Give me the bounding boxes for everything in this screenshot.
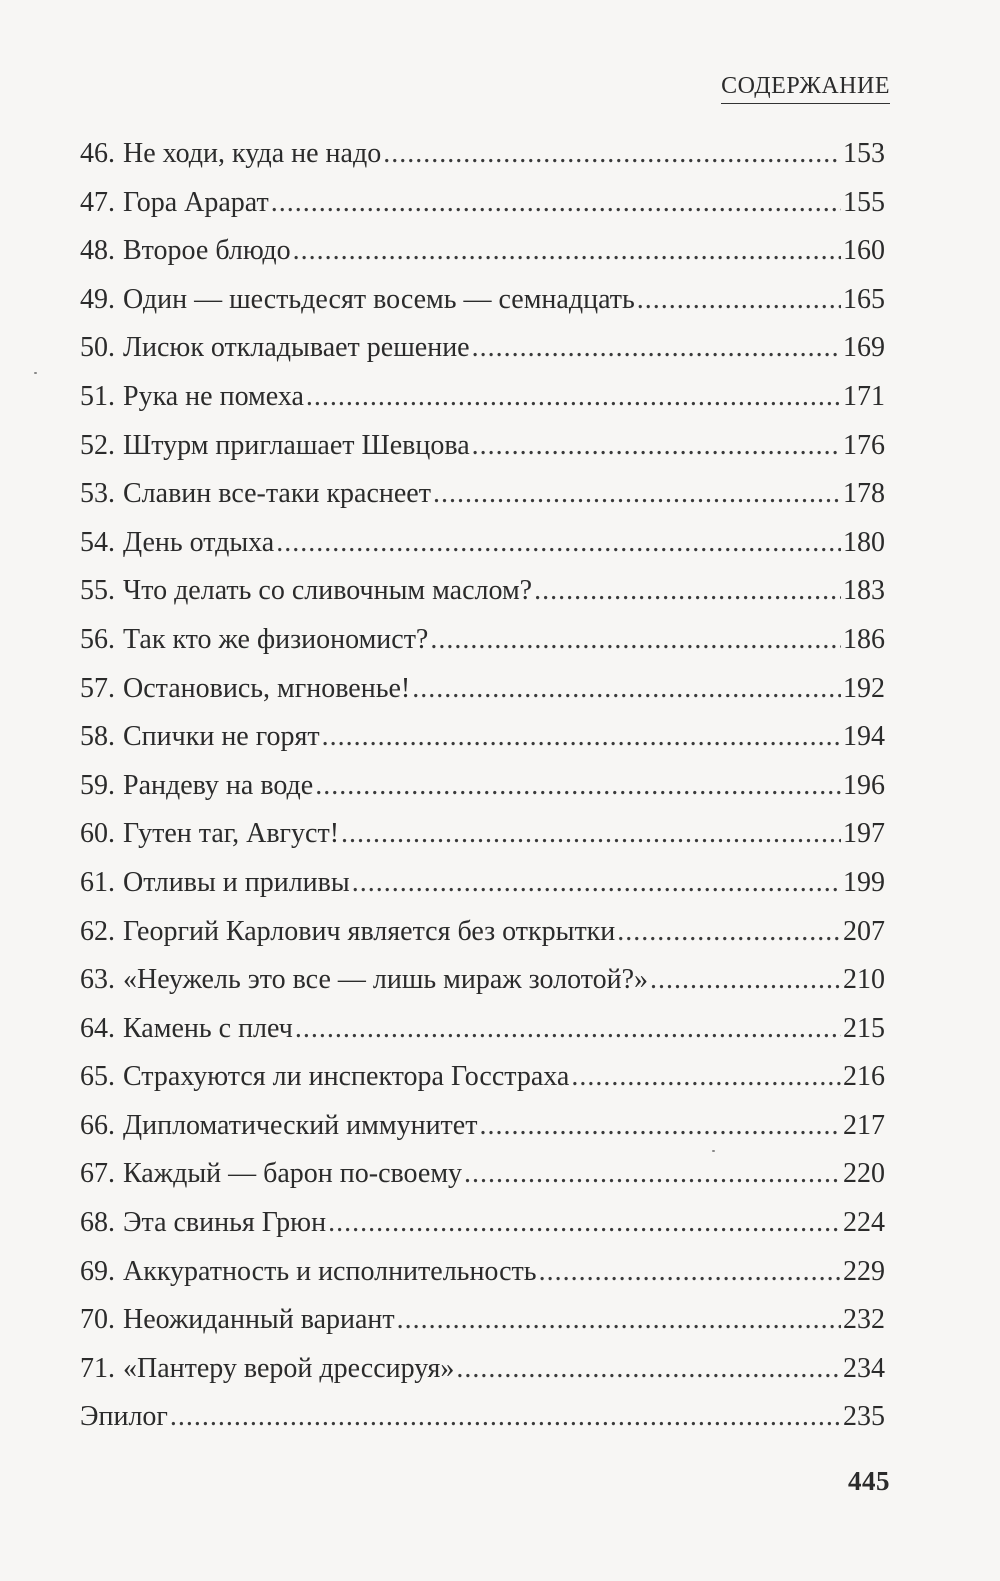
- dot-leader: [479, 1102, 841, 1151]
- toc-entry-page: 207: [843, 915, 885, 947]
- toc-entry-title: Камень с плеч: [123, 1012, 293, 1044]
- toc-entry-title: «Неужель это все — лишь мираж золотой?»: [123, 964, 649, 996]
- toc-entry: [80, 470, 885, 519]
- running-header: СОДЕРЖАНИЕ: [721, 73, 890, 104]
- toc-entry-title: Рука не помеха: [123, 380, 304, 412]
- dot-leader: [315, 762, 841, 811]
- toc-entry: [80, 1248, 885, 1297]
- toc-entry: [80, 810, 885, 859]
- toc-entry-page: 153: [843, 138, 885, 169]
- dot-leader: [456, 1345, 841, 1394]
- toc-entry: [80, 616, 885, 665]
- toc-entry-title: Так кто же физиономист?: [123, 623, 429, 655]
- toc-entry: [80, 1199, 885, 1248]
- toc-entry-title: Славин все-таки краснеет: [123, 478, 431, 510]
- toc-entry-number: 56.: [80, 623, 115, 655]
- toc-entry-title: Остановись, мгновенье!: [123, 672, 411, 704]
- dot-leader: [293, 227, 841, 276]
- toc-entry-number: 50.: [80, 332, 115, 364]
- toc-entry-page: 169: [843, 332, 885, 364]
- toc-entry-number: 59.: [80, 769, 115, 801]
- dot-leader: [397, 1296, 841, 1345]
- table-of-contents: [80, 130, 885, 1442]
- toc-entry-number: 53.: [80, 478, 115, 510]
- toc-entry-title: Эпилог: [80, 1401, 168, 1433]
- toc-entry-number: 68.: [80, 1207, 115, 1239]
- toc-entry-number: 57.: [80, 672, 115, 704]
- toc-entry-title: Дипломатический иммунитет: [123, 1109, 478, 1141]
- toc-entry-title: Неожиданный вариант: [123, 1304, 395, 1336]
- toc-entry-page: 210: [843, 964, 885, 996]
- dot-leader: [170, 1393, 841, 1442]
- toc-entry: [80, 1345, 885, 1394]
- dot-leader: [341, 810, 841, 859]
- toc-entry: [80, 227, 885, 276]
- toc-entry-title: Лисюк откладывает решение: [123, 332, 470, 364]
- toc-entry: [80, 1296, 885, 1345]
- toc-entry-title: Второе блюдо: [123, 235, 291, 267]
- toc-entry: [80, 713, 885, 762]
- toc-entry: [80, 1150, 885, 1199]
- dot-leader: [539, 1248, 841, 1297]
- toc-entry-page: 178: [843, 478, 885, 510]
- dot-leader: [412, 665, 841, 714]
- toc-entry-number: 55.: [80, 575, 115, 607]
- toc-entry-number: 69.: [80, 1255, 115, 1287]
- toc-entry-title: Георгий Карлович является без открытки: [123, 915, 616, 947]
- toc-entry: [80, 1005, 885, 1054]
- toc-entry: [80, 130, 885, 179]
- toc-entry-title: Штурм приглашает Шевцова: [123, 429, 470, 461]
- toc-entry-title: «Пантеру верой дрессируя»: [123, 1352, 455, 1384]
- toc-entry-page: 234: [843, 1352, 885, 1384]
- toc-entry-title: Каждый — барон по-своему: [123, 1158, 463, 1190]
- paper-speck: [712, 1150, 715, 1152]
- toc-entry-page: 183: [843, 575, 885, 607]
- toc-entry: [80, 179, 885, 228]
- toc-entry-number: 60.: [80, 818, 115, 850]
- toc-entry-page: 194: [843, 721, 885, 753]
- dot-leader: [276, 519, 841, 568]
- dot-leader: [271, 179, 841, 228]
- toc-entry-title: Страхуются ли инспектора Госстраха: [123, 1061, 570, 1093]
- toc-entry-title: Эта свинья Грюн: [123, 1207, 327, 1239]
- toc-entry: [80, 956, 885, 1005]
- toc-entry-page: 155: [843, 186, 885, 218]
- toc-entry: [80, 324, 885, 373]
- dot-leader: [637, 276, 841, 325]
- toc-entry-page: 215: [843, 1012, 885, 1044]
- toc-entry-title: Гора Арарат: [123, 186, 269, 218]
- dot-leader: [464, 1150, 841, 1199]
- toc-entry-page: 235: [843, 1401, 885, 1433]
- toc-entry-number: 71.: [80, 1352, 115, 1384]
- toc-entry: [80, 908, 885, 957]
- dot-leader: [433, 470, 841, 519]
- dot-leader: [295, 1005, 841, 1054]
- toc-entry-page: 220: [843, 1158, 885, 1190]
- toc-entry: [80, 519, 885, 568]
- toc-entry-number: 58.: [80, 721, 115, 753]
- toc-entry-number: 70.: [80, 1304, 115, 1336]
- toc-entry-number: 64.: [80, 1012, 115, 1044]
- dot-leader: [571, 1053, 841, 1102]
- toc-entry-page: 160: [843, 235, 885, 267]
- dot-leader: [472, 324, 841, 373]
- toc-entry-page: 199: [843, 866, 885, 898]
- dot-leader: [472, 422, 841, 471]
- dot-leader: [383, 130, 841, 179]
- toc-entry-title: Рандеву на воде: [123, 769, 314, 801]
- toc-entry-number: 61.: [80, 866, 115, 898]
- dot-leader: [617, 908, 841, 957]
- toc-entry-number: 65.: [80, 1061, 115, 1093]
- toc-entry-page: 176: [843, 429, 885, 461]
- page-number: 445: [848, 1466, 890, 1496]
- toc-entry-number: 47.: [80, 186, 115, 218]
- toc-entry-title: Аккуратность и исполнительность: [123, 1255, 537, 1287]
- toc-entry-title: Не ходи, куда не надо: [123, 138, 382, 169]
- toc-entry-page: 216: [843, 1061, 885, 1093]
- toc-entry-title: Спички не горят: [123, 721, 320, 753]
- toc-entry-page: 192: [843, 672, 885, 704]
- toc-entry-number: 63.: [80, 964, 115, 996]
- toc-entry-page: 186: [843, 623, 885, 655]
- toc-entry: [80, 1393, 885, 1442]
- dot-leader: [352, 859, 841, 908]
- toc-entry-number: 52.: [80, 429, 115, 461]
- toc-entry: [80, 1053, 885, 1102]
- toc-entry-title: Отливы и приливы: [123, 866, 350, 898]
- toc-entry-title: Что делать со сливочным маслом?: [123, 575, 533, 607]
- dot-leader: [430, 616, 841, 665]
- dot-leader: [322, 713, 841, 762]
- toc-entry: [80, 762, 885, 811]
- dot-leader: [306, 373, 841, 422]
- toc-entry-number: 48.: [80, 235, 115, 267]
- paper-speck: [34, 372, 37, 374]
- toc-entry: [80, 859, 885, 908]
- toc-entry-title: День отдыха: [123, 526, 275, 558]
- toc-entry: [80, 373, 885, 422]
- dot-leader: [650, 956, 841, 1005]
- toc-entry-number: 66.: [80, 1109, 115, 1141]
- toc-entry-number: 62.: [80, 915, 115, 947]
- toc-entry-number: 51.: [80, 380, 115, 412]
- toc-entry: [80, 1102, 885, 1151]
- toc-entry-page: 165: [843, 283, 885, 315]
- toc-entry-title: Гутен таг, Август!: [123, 818, 340, 850]
- toc-entry-page: 196: [843, 769, 885, 801]
- toc-entry-number: 49.: [80, 283, 115, 315]
- dot-leader: [328, 1199, 841, 1248]
- toc-entry-number: 46.: [80, 138, 115, 169]
- toc-entry-number: 54.: [80, 526, 115, 558]
- toc-entry-page: 171: [843, 380, 885, 412]
- toc-entry-page: 180: [843, 526, 885, 558]
- toc-entry: [80, 567, 885, 616]
- toc-entry-page: 197: [843, 818, 885, 850]
- toc-entry-title: Один — шестьдесят восемь — семнадцать: [123, 283, 635, 315]
- toc-entry: [80, 422, 885, 471]
- toc-entry: [80, 665, 885, 714]
- toc-entry-page: 229: [843, 1255, 885, 1287]
- toc-entry-page: 224: [843, 1207, 885, 1239]
- dot-leader: [534, 567, 841, 616]
- toc-entry-page: 217: [843, 1109, 885, 1141]
- toc-entry-page: 232: [843, 1304, 885, 1336]
- toc-entry-number: 67.: [80, 1158, 115, 1190]
- toc-entry: [80, 276, 885, 325]
